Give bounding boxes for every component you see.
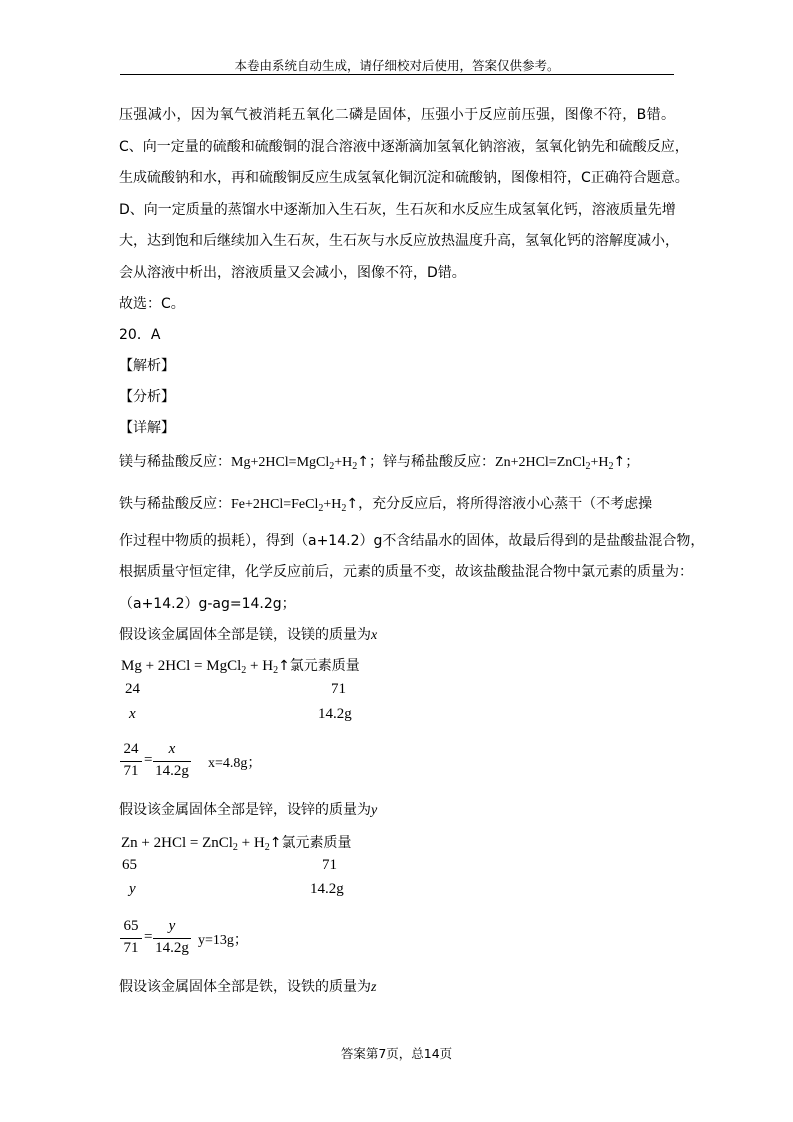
page-footer: 答案第7页，总14页 <box>340 1046 453 1061</box>
fraction-mg-left: 24 71 <box>120 741 142 783</box>
section-label-jiexi: 【解析】 <box>119 358 175 374</box>
zn-cl-mass: 14.2g <box>310 881 344 897</box>
mg-molar-mass: 24 <box>125 681 140 697</box>
equals-sign: = <box>144 752 153 768</box>
fraction-zn-right: y 14.2g <box>153 918 191 960</box>
header-divider <box>120 74 674 75</box>
section-label-fenxi: 【分析】 <box>119 389 175 405</box>
equals-sign: = <box>144 929 153 945</box>
fraction-zn-left: 65 71 <box>120 918 142 960</box>
equation-zn: Zn + 2HCl = ZnCl$_2$ + $H_2↑$氯元素质量 <box>121 835 352 853</box>
assumption-fe: 假设该金属固体全部是铁，设铁的质量为z <box>119 979 377 995</box>
zn-molar-mass: 65 <box>122 857 137 873</box>
page-header: 本卷由系统自动生成，请仔细校对后使用，答案仅供参考。 <box>234 58 560 73</box>
text-line: 根据质量守恒定律，化学反应前后，元素的质量不变，故该盐酸盐混合物中氯元素的质量为： <box>119 564 693 580</box>
equation-mg: Mg + 2HCl = MgCl$_2$ + $H_2↑$氯元素质量 <box>121 658 360 676</box>
zn-unknown: y <box>129 881 136 897</box>
text-line: 故选：C。 <box>119 296 185 312</box>
text-line: 会从溶液中析出，溶液质量又会减小，图像不符，D错。 <box>119 265 466 281</box>
mg-cl-mass-ratio: 71 <box>331 681 346 697</box>
reaction-line-fe: 铁与稀盐酸反应：$Fe+2HCl=FeCl_2+H_2↑$，充分反应后，将所得溶液小心蒸干（不考虑操 <box>119 496 653 514</box>
text-line: 作过程中物质的损耗），得到（a+14.2）g不含结晶水的固体，故最后得到的是盐酸盐混合物， <box>119 533 705 549</box>
zn-cl-mass-ratio: 71 <box>322 857 337 873</box>
text-line: 大，达到饱和后继续加入生石灰，生石灰与水反应放热温度升高，氢氧化钙的溶解度减小， <box>119 233 679 249</box>
text-line: C、向一定量的硫酸和硫酸铜的混合溶液中逐渐滴加氢氧化钠溶液，氢氧化钠先和硫酸反应， <box>119 139 689 155</box>
mg-unknown: x <box>129 706 136 722</box>
text-line: D、向一定质量的蒸馏水中逐渐加入生石灰，生石灰和水反应生成氢氧化钙，溶液质量先增 <box>119 202 676 218</box>
assumption-zn: 假设该金属固体全部是锌，设锌的质量为y <box>119 802 378 818</box>
assumption-mg: 假设该金属固体全部是镁，设镁的质量为x <box>119 627 378 643</box>
question-number: 20．A <box>119 327 161 343</box>
fraction-mg-right: x 14.2g <box>153 741 191 783</box>
text-line: （a+14.2）g-ag=14.2g； <box>119 596 296 612</box>
text-line: 生成硫酸钠和水，再和硫酸铜反应生成氢氧化铜沉淀和硫酸钠，图像相符，C正确符合题意。 <box>119 170 689 186</box>
text-line: 压强减小，因为氧气被消耗五氧化二磷是固体，压强小于反应前压强，图像不符，B错。 <box>119 107 675 123</box>
zn-result: y=13g； <box>198 933 248 948</box>
mg-result: x=4.8g； <box>208 756 262 771</box>
section-label-xiangjie: 【详解】 <box>119 420 175 436</box>
mg-cl-mass: 14.2g <box>318 706 352 722</box>
reaction-line-mg-zn: 镁与稀盐酸反应：$Mg+2HCl=MgCl_2+H_2↑$；锌与稀盐酸反应：$Zn+2HCl=ZnCl_2+H_2↑$； <box>119 454 640 472</box>
